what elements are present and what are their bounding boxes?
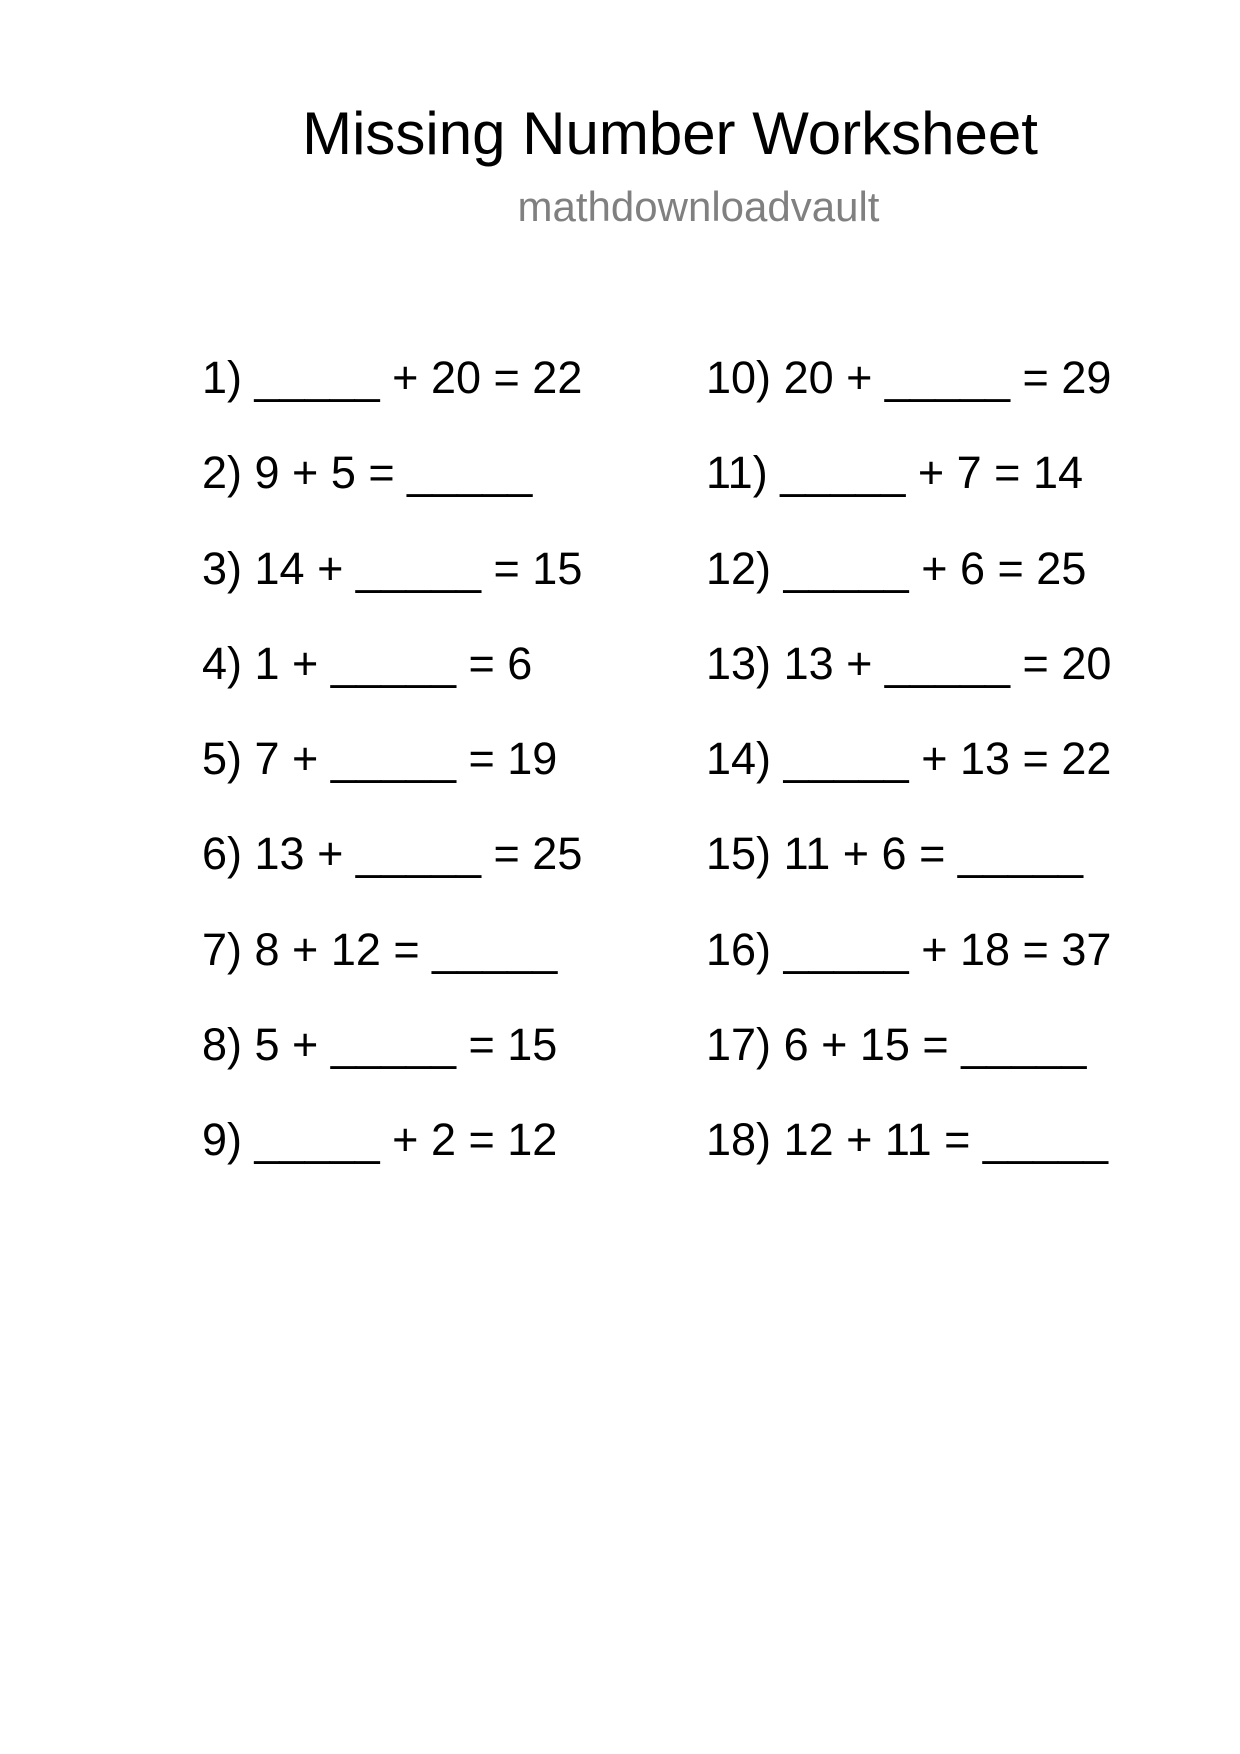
- problem-item: [202, 922, 582, 1017]
- problem-item: [706, 922, 1111, 1017]
- problem-text: _____ + 13 = 22: [783, 733, 1112, 785]
- problem-number: 18): [706, 1114, 772, 1166]
- problem-item: [202, 636, 582, 731]
- problem-item: [706, 731, 1111, 826]
- problem-number: 7): [202, 923, 243, 975]
- problem-number: 8): [202, 1019, 243, 1071]
- problem-text: _____ + 6 = 25: [783, 542, 1087, 594]
- problem-number: 3): [202, 542, 243, 594]
- problem-text: 9 + 5 = _____: [254, 447, 533, 499]
- problem-number: 4): [202, 637, 243, 689]
- problem-number: 9): [202, 1114, 243, 1166]
- problem-text: 5 + _____ = 15: [254, 1019, 558, 1071]
- problem-text: _____ + 20 = 22: [254, 352, 583, 403]
- problem-number: 14): [706, 733, 772, 785]
- problem-number: 12): [706, 542, 772, 594]
- problem-item: [706, 826, 1111, 921]
- problem-text: _____ + 7 = 14: [780, 447, 1084, 499]
- problem-item: [202, 541, 582, 636]
- problem-item: [202, 1112, 582, 1207]
- problem-text: 1 + _____ = 6: [254, 637, 533, 689]
- problem-text: _____ + 2 = 12: [254, 1114, 558, 1166]
- problem-text: 13 + _____ = 25: [254, 828, 583, 880]
- problem-text: 6 + 15 = _____: [783, 1019, 1087, 1071]
- problem-item: [202, 350, 582, 445]
- problem-item: [706, 1112, 1111, 1207]
- problems-right-column: [706, 350, 1111, 1208]
- problem-item: [202, 826, 582, 921]
- problem-text: 13 + _____ = 20: [783, 637, 1112, 689]
- problem-number: 16): [706, 923, 772, 975]
- problem-text: 14 + _____ = 15: [254, 542, 583, 594]
- problem-item: [202, 1017, 582, 1112]
- problem-item: [706, 350, 1111, 445]
- problem-text: 20 + _____ = 29: [783, 352, 1112, 403]
- problem-number: 10): [706, 352, 772, 403]
- problem-item: [202, 731, 582, 826]
- problem-number: 5): [202, 733, 243, 785]
- problems-left-column: [202, 350, 582, 1208]
- problem-number: 6): [202, 828, 243, 880]
- problem-item: [706, 541, 1111, 636]
- problem-item: [706, 1017, 1111, 1112]
- problem-text: _____ + 18 = 37: [783, 923, 1112, 975]
- problem-item: [202, 445, 582, 540]
- problem-number: 15): [706, 828, 772, 880]
- problem-text: 12 + 11 = _____: [783, 1114, 1109, 1166]
- problem-number: 1): [202, 352, 243, 403]
- worksheet-subtitle: mathdownloadvault: [517, 183, 880, 230]
- problem-text: 7 + _____ = 19: [254, 733, 558, 785]
- problem-text: 11 + 6 = _____: [783, 828, 1084, 880]
- problem-number: 2): [202, 447, 243, 499]
- problem-number: 11): [706, 447, 768, 499]
- problem-number: 17): [706, 1019, 772, 1071]
- problem-item: [706, 636, 1111, 731]
- worksheet-title: Missing Number Worksheet: [302, 100, 1038, 167]
- problem-item: [706, 445, 1111, 540]
- problem-text: 8 + 12 = _____: [254, 923, 558, 975]
- problem-number: 13): [706, 637, 772, 689]
